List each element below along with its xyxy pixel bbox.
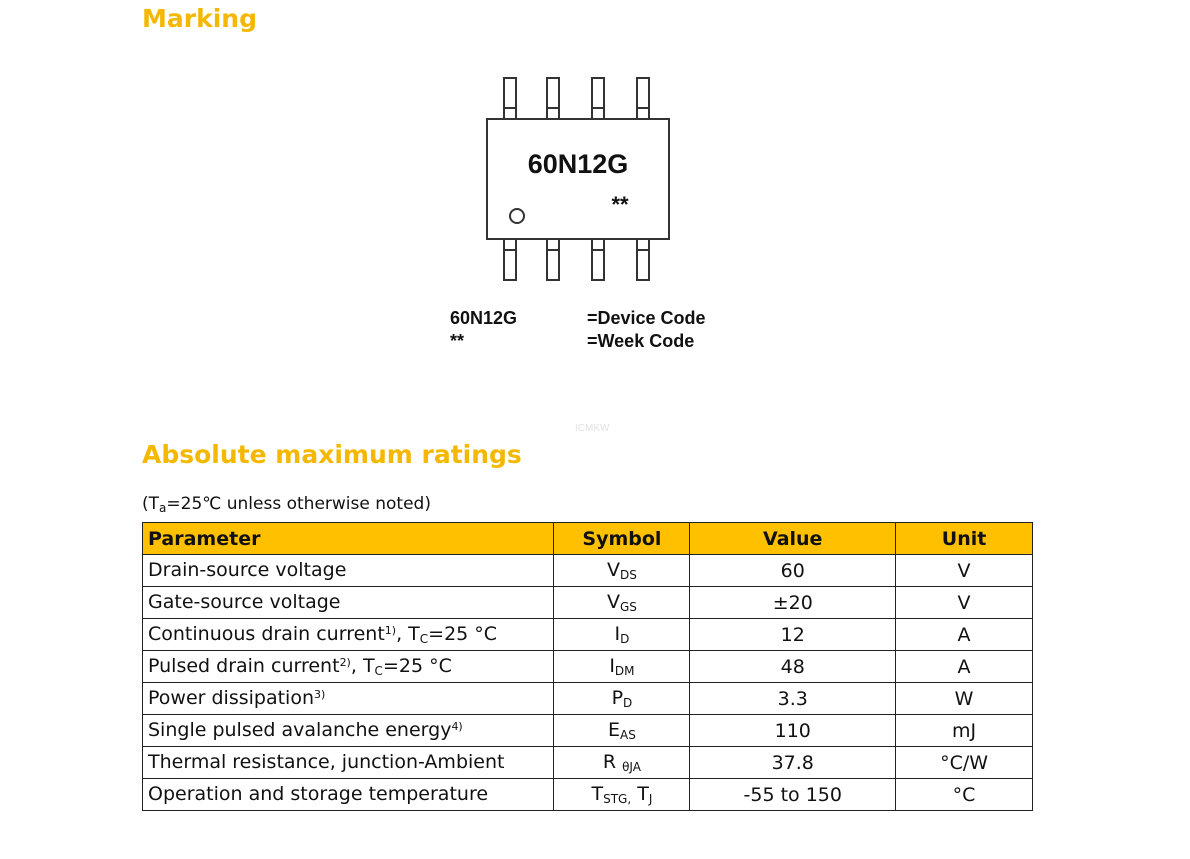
table-row xyxy=(143,619,1033,651)
header-parameter: Parameter xyxy=(143,523,554,555)
legend-desc-2: =Week Code xyxy=(587,331,695,351)
chip-week-code: ** xyxy=(611,192,629,217)
row-symbol: $V_{DS}$ xyxy=(554,555,690,587)
row-parameter: Drain-source voltage xyxy=(143,555,554,587)
header-symbol: Symbol xyxy=(554,523,690,555)
row-unit: °C xyxy=(896,779,1033,811)
row-value: 37.8 xyxy=(690,747,896,779)
table-row xyxy=(143,715,1033,747)
row-symbol: $I_{DM}$ xyxy=(554,651,690,683)
legend-desc-1: =Device Code xyxy=(587,308,706,328)
row-unit: V xyxy=(896,555,1033,587)
pin1-dot-icon xyxy=(510,209,524,223)
row-value: 3.3 xyxy=(690,683,896,715)
row-value: ±20 xyxy=(690,587,896,619)
row-parameter: Thermal resistance, junction-Ambient xyxy=(143,747,554,779)
table-row xyxy=(143,555,1033,587)
header-value: Value xyxy=(690,523,896,555)
pin-top-4 xyxy=(637,78,649,120)
row-unit: mJ xyxy=(896,715,1033,747)
row-symbol: $I_D$ xyxy=(554,619,690,651)
row-parameter: Power dissipation$^{3)}$ xyxy=(143,683,554,715)
pin-bottom-1 xyxy=(504,238,516,280)
row-unit: V xyxy=(896,587,1033,619)
watermark: ICMKW xyxy=(575,423,610,434)
row-symbol: $E_{AS}$ xyxy=(554,715,690,747)
pin-top-1 xyxy=(504,78,516,120)
row-unit: °C/W xyxy=(896,747,1033,779)
row-parameter: Continuous drain current$^{1)}$, $T_C=25$ °C xyxy=(143,619,554,651)
legend-code-1: 60N12G xyxy=(450,308,518,328)
row-unit: A xyxy=(896,651,1033,683)
table-row xyxy=(143,651,1033,683)
row-symbol: $T_{STG,}$ $T_J$ xyxy=(554,779,690,811)
ratings-heading: Absolute maximum ratings xyxy=(142,440,522,469)
pin-top-2 xyxy=(547,78,559,120)
chip-code: 60N12G xyxy=(527,149,629,179)
row-value: 60 xyxy=(690,555,896,587)
marking-heading: Marking xyxy=(142,4,257,33)
row-parameter: Gate-source voltage xyxy=(143,587,554,619)
row-parameter: Operation and storage temperature xyxy=(143,779,554,811)
ratings-table xyxy=(142,522,1033,811)
pin-bottom-3 xyxy=(592,238,604,280)
row-value: -55 to 150 xyxy=(690,779,896,811)
row-unit: A xyxy=(896,619,1033,651)
pin-top-3 xyxy=(592,78,604,120)
table-row xyxy=(143,683,1033,715)
sop8-package-diagram xyxy=(448,74,748,324)
row-value: 110 xyxy=(690,715,896,747)
row-symbol: $V_{GS}$ xyxy=(554,587,690,619)
ratings-condition: ($T_a=25℃$ unless otherwise noted) xyxy=(142,494,431,515)
legend-code-2: ** xyxy=(450,331,465,351)
row-value: 48 xyxy=(690,651,896,683)
table-row xyxy=(143,779,1033,811)
row-unit: W xyxy=(896,683,1033,715)
table-row xyxy=(143,747,1033,779)
row-symbol: $P_D$ xyxy=(554,683,690,715)
row-value: 12 xyxy=(690,619,896,651)
row-symbol: R $_{\theta JA}$ xyxy=(554,747,690,779)
table-row xyxy=(143,587,1033,619)
pin-bottom-4 xyxy=(637,238,649,280)
row-parameter: Pulsed drain current$^{2)}$, $T_C=25$ °C xyxy=(143,651,554,683)
table-header-row xyxy=(143,523,1033,555)
row-parameter: Single pulsed avalanche energy$^{4)}$ xyxy=(143,715,554,747)
header-unit: Unit xyxy=(896,523,1033,555)
pin-bottom-2 xyxy=(547,238,559,280)
